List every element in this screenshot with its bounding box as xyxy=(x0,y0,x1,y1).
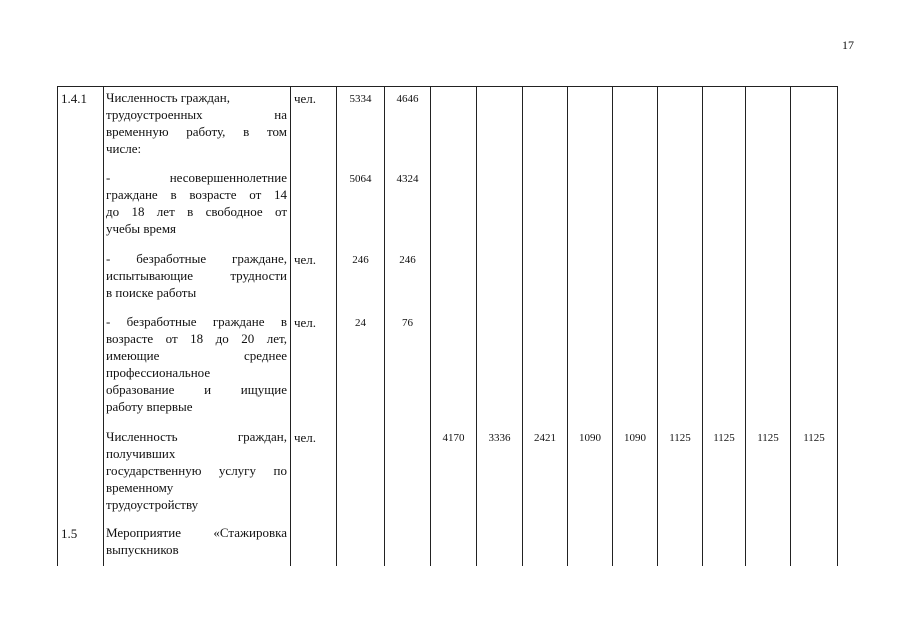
value-cell: 2421 xyxy=(523,426,568,522)
row-number: 1.4.1 xyxy=(58,87,104,167)
value-cell: 1125 xyxy=(703,426,746,522)
value-cell xyxy=(477,522,523,566)
value-cell xyxy=(658,311,703,426)
value-cell: 4324 xyxy=(385,167,431,248)
row-number xyxy=(58,248,104,311)
value-cell xyxy=(613,311,658,426)
value-cell xyxy=(568,248,613,311)
value-cell xyxy=(658,522,703,566)
value-cell xyxy=(431,167,477,248)
value-cell xyxy=(658,167,703,248)
value-cell xyxy=(746,522,791,566)
row-unit xyxy=(291,522,337,566)
value-cell xyxy=(523,522,568,566)
value-cell: 76 xyxy=(385,311,431,426)
value-cell xyxy=(523,167,568,248)
value-cell xyxy=(658,248,703,311)
value-cell xyxy=(703,167,746,248)
value-cell: 1125 xyxy=(791,426,838,522)
value-cell xyxy=(746,311,791,426)
row-name: - безработные граждане, испытывающие трудности в поиске работы xyxy=(104,248,291,311)
value-cell xyxy=(568,167,613,248)
value-cell xyxy=(523,311,568,426)
value-cell xyxy=(791,522,838,566)
value-cell: 1090 xyxy=(613,426,658,522)
value-cell xyxy=(791,248,838,311)
value-cell: 24 xyxy=(337,311,385,426)
row-name: Мероприятие «Стажировка выпускников xyxy=(104,522,291,566)
value-cell xyxy=(477,248,523,311)
table-row xyxy=(58,87,838,167)
table-row xyxy=(58,167,838,248)
indicators-table xyxy=(57,86,838,566)
row-unit: чел. xyxy=(291,87,337,167)
table-row xyxy=(58,522,838,566)
row-unit: чел. xyxy=(291,311,337,426)
table-row xyxy=(58,248,838,311)
value-cell xyxy=(385,426,431,522)
value-cell: 246 xyxy=(385,248,431,311)
value-cell xyxy=(703,87,746,167)
value-cell xyxy=(703,311,746,426)
table-row xyxy=(58,311,838,426)
row-number: 1.5 xyxy=(58,522,104,566)
value-cell xyxy=(703,522,746,566)
value-cell xyxy=(431,522,477,566)
value-cell xyxy=(746,248,791,311)
value-cell xyxy=(337,426,385,522)
value-cell: 1090 xyxy=(568,426,613,522)
page-number: 17 xyxy=(842,38,854,52)
value-cell: 5334 xyxy=(337,87,385,167)
row-number xyxy=(58,426,104,522)
value-cell xyxy=(431,311,477,426)
value-cell xyxy=(385,522,431,566)
value-cell: 1125 xyxy=(746,426,791,522)
value-cell xyxy=(477,167,523,248)
value-cell xyxy=(613,522,658,566)
value-cell xyxy=(568,522,613,566)
value-cell xyxy=(568,311,613,426)
value-cell xyxy=(613,87,658,167)
value-cell xyxy=(337,522,385,566)
value-cell xyxy=(431,87,477,167)
value-cell xyxy=(523,87,568,167)
value-cell: 3336 xyxy=(477,426,523,522)
row-name: - несовершеннолетние граждане в возрасте от 14 до 18 лет в свободное от учебы время xyxy=(104,167,291,248)
value-cell xyxy=(791,311,838,426)
value-cell xyxy=(791,167,838,248)
row-number xyxy=(58,167,104,248)
value-cell xyxy=(791,87,838,167)
value-cell xyxy=(523,248,568,311)
value-cell: 4646 xyxy=(385,87,431,167)
value-cell: 5064 xyxy=(337,167,385,248)
value-cell xyxy=(431,248,477,311)
value-cell xyxy=(746,167,791,248)
row-name: Численность граждан, получивших государственную услугу по временному трудоустройству xyxy=(104,426,291,522)
row-name: - безработные граждане в возрасте от 18 до 20 лет, имеющие среднее профессиональное образование и ищущие работу впервые xyxy=(104,311,291,426)
value-cell: 246 xyxy=(337,248,385,311)
value-cell xyxy=(477,87,523,167)
value-cell xyxy=(477,311,523,426)
row-unit xyxy=(291,167,337,248)
row-unit: чел. xyxy=(291,248,337,311)
value-cell xyxy=(746,87,791,167)
value-cell xyxy=(703,248,746,311)
row-unit: чел. xyxy=(291,426,337,522)
value-cell xyxy=(613,248,658,311)
value-cell xyxy=(568,87,613,167)
row-number xyxy=(58,311,104,426)
value-cell: 4170 xyxy=(431,426,477,522)
table-row xyxy=(58,426,838,522)
value-cell xyxy=(613,167,658,248)
value-cell xyxy=(658,87,703,167)
value-cell: 1125 xyxy=(658,426,703,522)
row-name: Численность граждан, трудоустроенных на временную работу, в том числе: xyxy=(104,87,291,167)
